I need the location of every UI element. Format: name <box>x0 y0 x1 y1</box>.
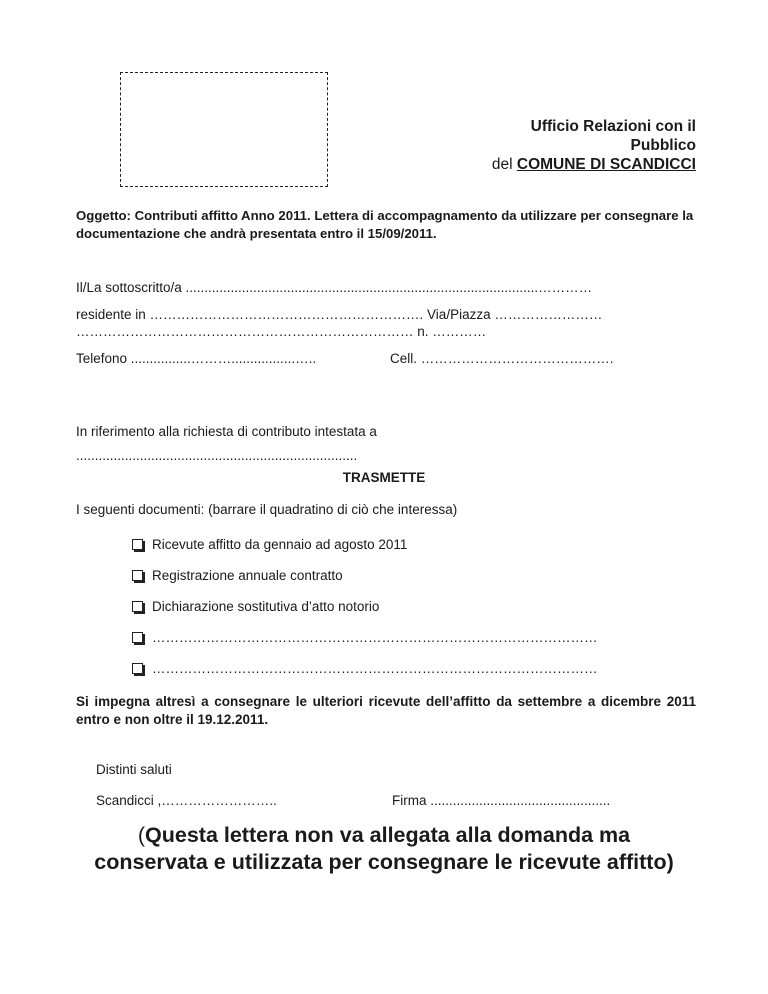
recipient-office-line1: Ufficio Relazioni con il <box>530 118 696 135</box>
checkbox-icon[interactable] <box>132 601 143 612</box>
document-label: ……………………………………………………………………………………… <box>152 630 598 645</box>
document-label: Registrazione annuale contratto <box>152 568 343 583</box>
document-item-dichiarazione[interactable] <box>132 599 379 614</box>
document-item-ricevute[interactable] <box>132 537 407 552</box>
recipient-municipality: del COMUNE DI SCANDICCI <box>491 156 696 173</box>
riferimento-label: In riferimento alla richiesta di contributo intestata a <box>76 424 377 439</box>
signature-field[interactable]: Firma ................................................ <box>392 793 611 808</box>
place-field[interactable]: Scandicci ,…………………….. <box>96 793 277 808</box>
document-item-other-1[interactable] <box>132 630 598 645</box>
documents-intro: I seguenti documenti: (barrare il quadratino di ciò che interessa) <box>76 502 458 517</box>
stamp-placeholder-box <box>120 72 328 187</box>
riferimento-blank[interactable]: ........................................................................... <box>76 448 358 463</box>
document-label: Dichiarazione sostitutiva d’atto notorio <box>152 599 380 614</box>
commitment-text: Si impegna altresì a consegnare le ulteriori ricevute dell’affitto da settembre a dicembre 2011 entro e non oltre il 19.12.2011. <box>76 694 696 727</box>
checkbox-icon[interactable] <box>132 539 143 550</box>
document-item-registrazione[interactable] <box>132 568 343 583</box>
field-sottoscritto[interactable]: Il/La sottoscritto/a ..............................................................................................………… <box>76 280 593 295</box>
field-residente[interactable]: residente in ……………………………………………………. Via/Piazza …………………… <box>76 307 603 322</box>
checkbox-icon[interactable] <box>132 632 143 643</box>
document-item-other-2[interactable] <box>132 661 598 676</box>
checkbox-icon[interactable] <box>132 663 143 674</box>
document-label: ……………………………………………………………………………………… <box>152 661 598 676</box>
recipient-office-line2: Pubblico <box>630 137 696 154</box>
field-indirizzo[interactable]: ………………………………………………………………… n. ………… <box>76 324 487 339</box>
note-text: (Questa lettera non va allegata alla domanda ma conservata e utilizzata per consegnare le ricevute affitto) <box>94 823 674 874</box>
field-cell[interactable]: Cell. ……………………………………. <box>390 351 614 366</box>
subject-text: Oggetto: Contributi affitto Anno 2011. Lettera di accompagnamento da utilizzare per consegnare la documentazione che andrà presentata entro il 15/09/2011. <box>76 208 694 241</box>
closing-greeting: Distinti saluti <box>96 762 172 777</box>
checkbox-icon[interactable] <box>132 570 143 581</box>
trasmette-title: TRASMETTE <box>342 470 426 485</box>
document-label: Ricevute affitto da gennaio ad agosto 2011 <box>152 537 408 552</box>
field-telefono[interactable]: Telefono ................……….................….. <box>76 351 317 366</box>
